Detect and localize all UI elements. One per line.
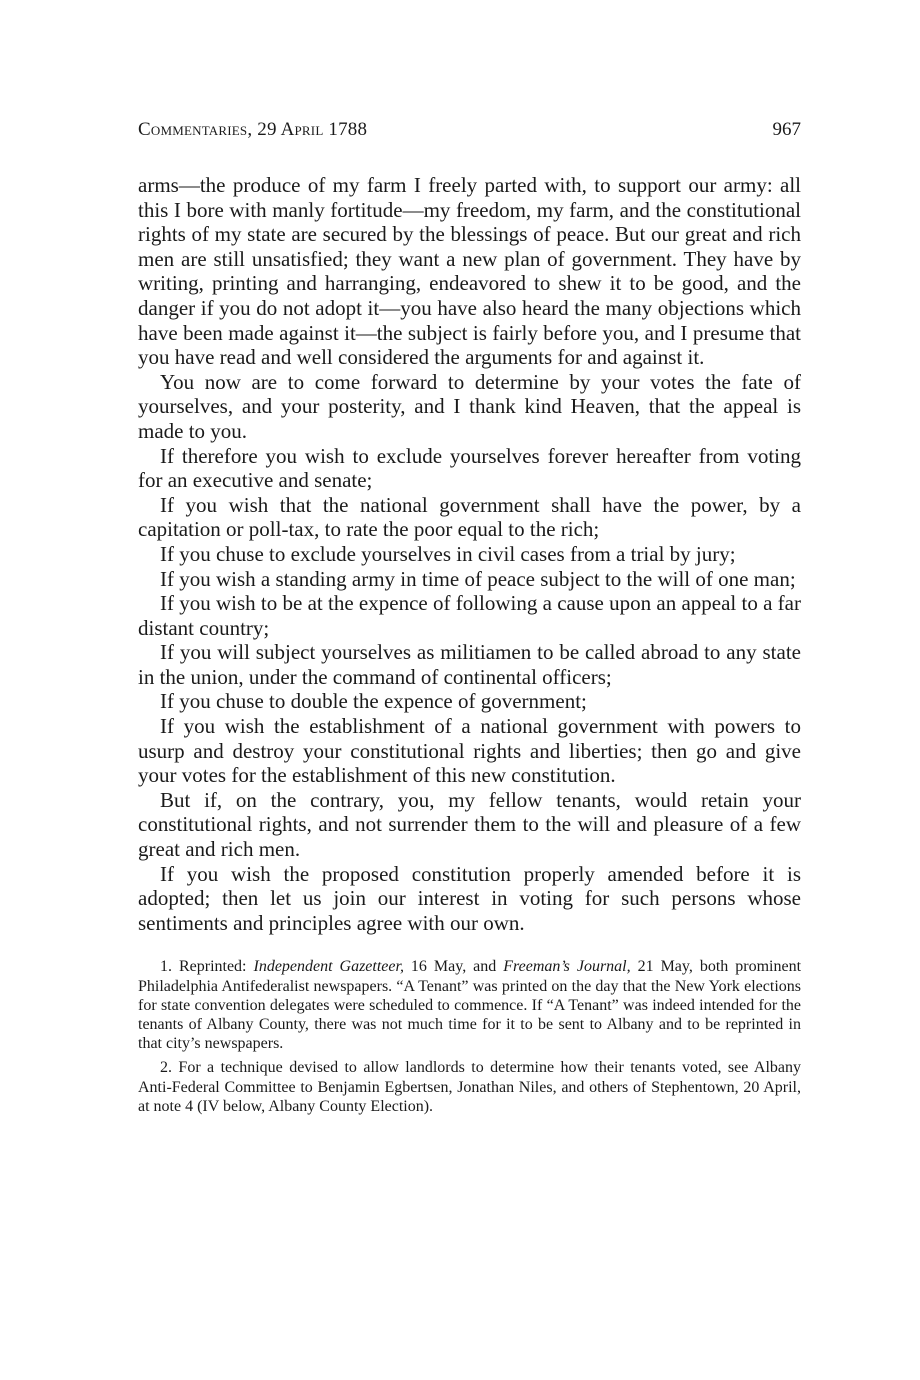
footnote-1-mid: 16 May, and: [403, 958, 504, 976]
paragraph: If you chuse to double the expence of government;: [160, 689, 587, 714]
page-number: 967: [772, 119, 801, 140]
body-text: [138, 173, 801, 935]
paragraph: If you chuse to exclude yourselves in civil cases from a trial by jury;: [160, 541, 736, 566]
paragraph: If you will subject yourselves as militiamen to be called abroad to any state in the union, under the command of continental officers;: [138, 640, 801, 689]
paragraph: You now are to come forward to determine by your votes the fate of yourselves, and your posterity, and I thank kind Heaven, that the appeal is made to you.: [138, 369, 801, 443]
paragraph: If therefore you wish to exclude yourselves forever hereafter from voting for an executive and senate;: [138, 443, 801, 493]
footnote-1: [138, 957, 801, 1053]
running-head: [138, 118, 801, 142]
footnote-1-prefix: 1. Reprinted:: [160, 958, 254, 976]
footnotes: [138, 957, 801, 1116]
footnote-1-source-2: Freeman’s Journal,: [503, 958, 631, 976]
paragraph: If you wish that the national government shall have the power, by a capitation or poll-tax, to rate the poor equal to the rich;: [138, 492, 801, 542]
footnote-2: 2. For a technique devised to allow landlords to determine how their tenants voted, see Albany Anti-Federal Committee to Benjamin Egbertsen, Jonathan Niles, and others of Stephentown, 20 April, at note 4 (IV below, Albany County Election).: [138, 1059, 801, 1115]
document-page: [138, 118, 801, 1116]
paragraph: If you wish a standing army in time of peace subject to the will of one man;: [160, 566, 796, 591]
paragraph: arms—the produce of my farm I freely parted with, to support our army: all this I bore with manly fortitude—my freedom, my farm, and the constitutional rights of my state are secured by the blessings of peace. But our great and rich men are still unsatisfied; they want a new plan of government. They have by writing, printing and harranging, endeavored to shew it to be good, and the danger if you do not adopt it—you have also heard the many objections which have been made against it—the subject is fairly before you, and I presume that you have read and well considered the arguments for and against it.: [138, 173, 801, 370]
paragraph: If you wish the establishment of a national government with powers to usurp and destroy your constitutional rights and liberties; then go and give your votes for the establishment of this new constitution.: [138, 714, 801, 788]
paragraph: If you wish the proposed constitution properly amended before it is adopted; then let us join our interest in voting for such persons whose sentiments and principles agree with our own.: [138, 861, 801, 935]
footnote-1-rest: 21 May, both prominent Philadelphia Antifederalist newspapers. “A Tenant” was printed on the day that the New York elections for state convention delegates were scheduled to commence. If “A Tenant” was indeed intended for the tenants of Albany County, there was not much time for it to be sent to Albany and to be reprinted in that city’s newspapers.: [138, 958, 802, 1053]
footnote-1-source-1: Independent Gazetteer,: [253, 958, 404, 976]
running-head-title: Commentaries, 29 April 1788: [138, 119, 368, 140]
paragraph: If you wish to be at the expence of following a cause upon an appeal to a far distant country;: [138, 591, 801, 640]
paragraph: But if, on the contrary, you, my fellow tenants, would retain your constitutional rights, and not surrender them to the will and pleasure of a few great and rich men.: [138, 787, 801, 862]
